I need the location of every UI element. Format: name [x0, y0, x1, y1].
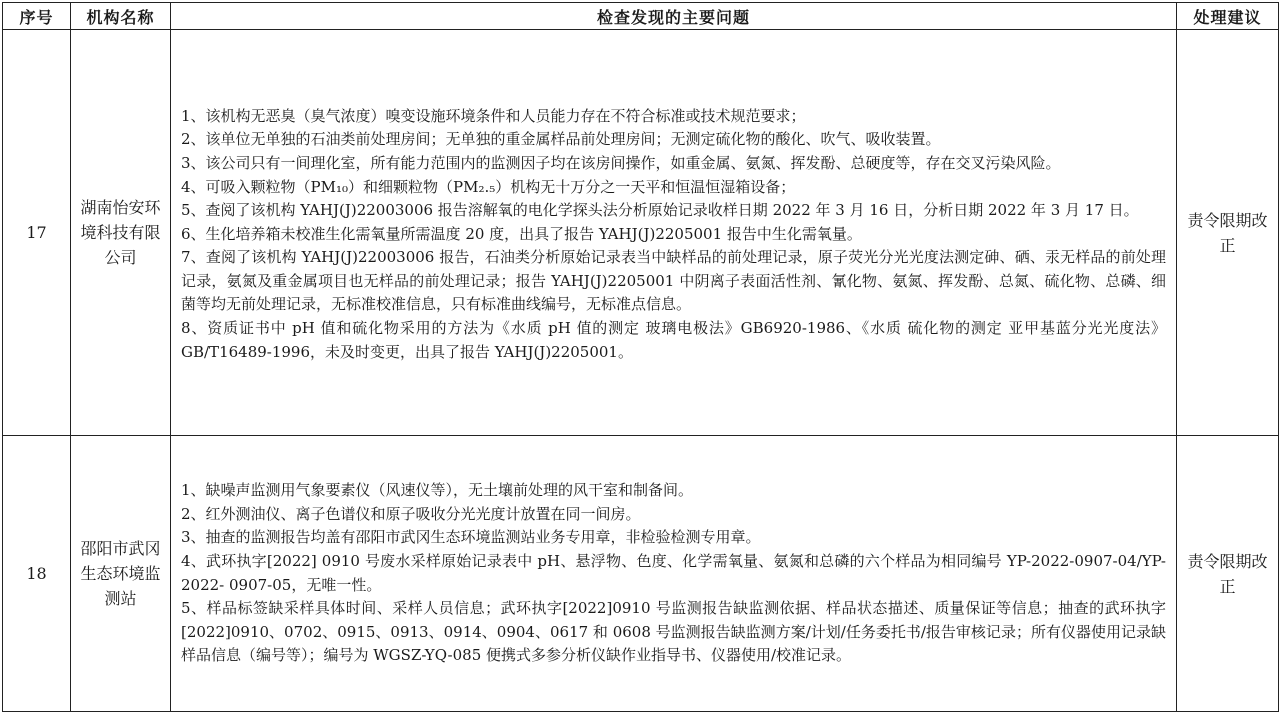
row-suggestion: 责令限期改正 — [1177, 30, 1279, 436]
row-org-name: 湖南怡安环境科技有限公司 — [71, 30, 171, 436]
row-problems — [171, 436, 1177, 712]
row-problems — [171, 30, 1177, 436]
problem-item: 8、资质证书中 pH 值和硫化物采用的方法为《水质 pH 值的测定 玻璃电极法》GB6920-1986、《水质 硫化物的测定 亚甲基蓝分光光度法》GB/T16489-1996，未及时变更，出具了报告 YAHJ(J)2205001。 — [181, 319, 1166, 361]
header-org: 机构名称 — [71, 3, 171, 30]
problem-item: 1、该机构无恶臭（臭气浓度）嗅变设施环境条件和人员能力存在不符合标准或技术规范要求； — [181, 106, 806, 125]
problem-item: 3、抽查的监测报告均盖有邵阳市武冈生态环境监测站业务专用章，非检验检测专用章。 — [181, 528, 761, 547]
header-seq: 序号 — [3, 3, 71, 30]
problem-item: 4、武环执字[2022] 0910 号废水采样原始记录表中 pH、悬浮物、色度、化学需氧量、氨氮和总磷的六个样品为相同编号 YP-2022-0907-04/YP-2022- 0907-05，无唯一性。 — [181, 551, 1166, 594]
row-seq: 18 — [3, 436, 71, 712]
problem-item: 2、该单位无单独的石油类前处理房间；无单独的重金属样品前处理房间；无测定硫化物的酸化、吹气、吸收装置。 — [181, 130, 941, 149]
header-row — [3, 3, 1279, 30]
row-org-name: 邵阳市武冈生态环境监测站 — [71, 436, 171, 712]
table-row — [3, 30, 1279, 436]
inspection-table — [2, 2, 1279, 712]
row-suggestion: 责令限期改正 — [1177, 436, 1279, 712]
problem-item: 5、样品标签缺采样具体时间、采样人员信息；武环执字[2022]0910 号监测报告缺监测依据、样品状态描述、质量保证等信息；抽查的武环执字[2022]0910、0702、0915、0913、0914、0904、0617 和 0608 号监测报告缺监测方案/计划/任务委托书/报告审核记录；所有仪器使用记录缺样品信息（编号等）；编号为 WGSZ-YQ-085 便携式多参分析仪缺作业指导书、仪器使用/校准记录。 — [181, 599, 1166, 665]
problem-item: 3、该公司只有一间理化室，所有能力范围内的监测因子均在该房间操作，如重金属、氨氮、挥发酚、总硬度等，存在交叉污染风险。 — [181, 153, 1061, 172]
problem-item: 2、红外测油仪、离子色谱仪和原子吸收分光光度计放置在同一间房。 — [181, 504, 641, 523]
header-suggestion: 处理建议 — [1177, 3, 1279, 30]
problem-item: 6、生化培养箱未校准生化需氧量所需温度 20 度，出具了报告 YAHJ(J)2205001 报告中生化需氧量。 — [181, 224, 862, 243]
problem-item: 4、可吸入颗粒物（PM₁₀）和细颗粒物（PM₂.₅）机构无十万分之一天平和恒温恒湿箱设备； — [181, 177, 796, 196]
problem-item: 5、查阅了该机构 YAHJ(J)22003006 报告溶解氧的电化学探头法分析原始记录收样日期 2022 年 3 月 16 日，分析日期 2022 年 3 月 17 日。 — [181, 201, 1139, 220]
problem-item: 7、查阅了该机构 YAHJ(J)22003006 报告，石油类分析原始记录表当中缺样品的前处理记录，原子荧光分光光度法测定砷、硒、汞无样品的前处理记录，氨氮及重金属项目也无样品的前处理记录；报告 YAHJ(J)2205001 中阴离子表面活性剂、氰化物、氨氮、挥发酚、总氮、硫化物、总磷、细菌等均无前处理记录，无标准校准信息，只有标准曲线编号，无标准点信息。 — [181, 248, 1166, 314]
row-seq: 17 — [3, 30, 71, 436]
table-row — [3, 436, 1279, 712]
header-problems: 检查发现的主要问题 — [171, 3, 1177, 30]
problem-item: 1、缺噪声监测用气象要素仪（风速仪等），无土壤前处理的风干室和制备间。 — [181, 481, 694, 500]
